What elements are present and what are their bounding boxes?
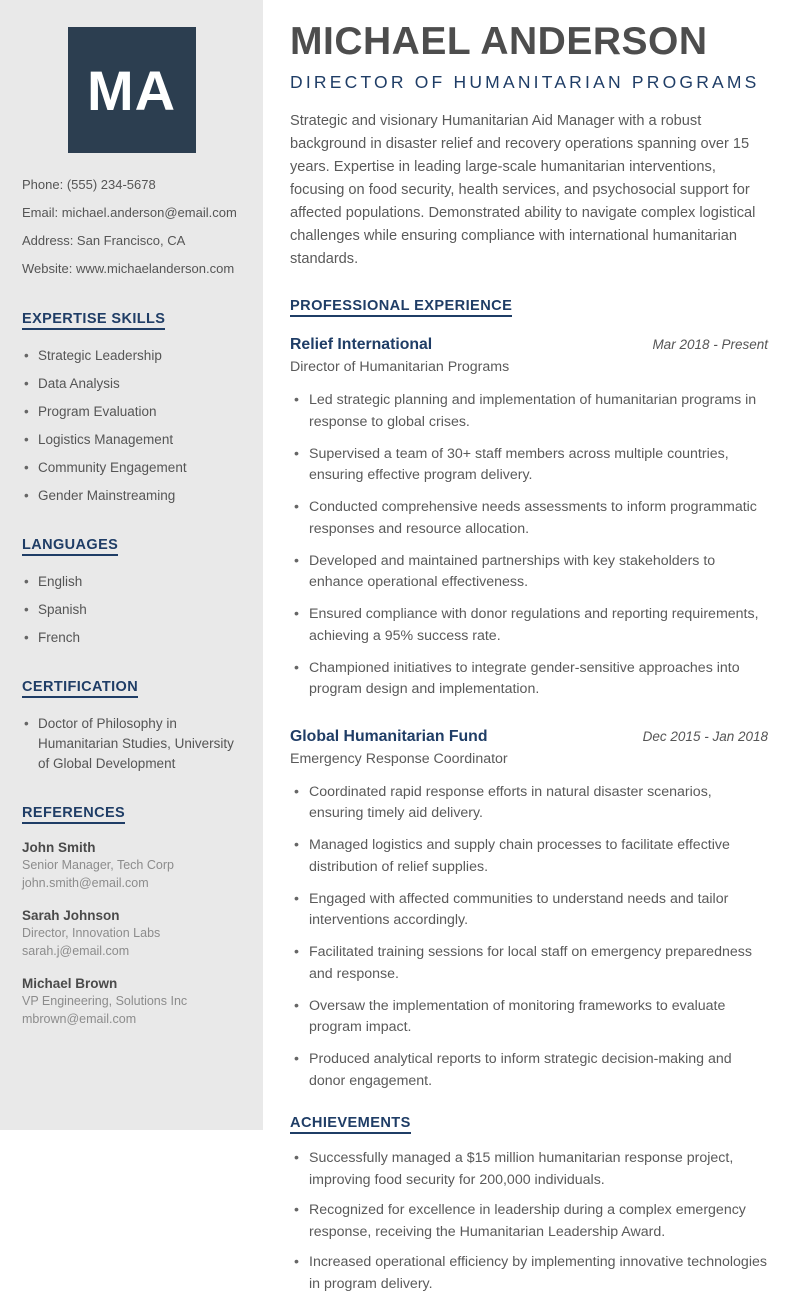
job-header bbox=[290, 728, 768, 746]
job-bullet-list bbox=[290, 390, 768, 701]
languages-heading: LANGUAGES bbox=[22, 537, 118, 556]
reference-name: Michael Brown bbox=[22, 976, 118, 991]
language-item: • Spanish bbox=[22, 600, 241, 620]
job-bullet: • Produced analytical reports to inform strategic decision-making and donor engagement. bbox=[290, 1049, 768, 1092]
job-bullet-list bbox=[290, 782, 768, 1093]
contact-phone: Phone: (555) 234-5678 bbox=[22, 177, 156, 192]
sidebar bbox=[0, 0, 263, 1130]
job-bullet: • Engaged with affected communities to understand needs and tailor interventions accordingly. bbox=[290, 889, 768, 932]
company-name: Relief International bbox=[290, 336, 433, 353]
main-column bbox=[263, 0, 800, 1295]
job-bullet: • Managed logistics and supply chain processes to facilitate effective distribution of relief supplies. bbox=[290, 835, 768, 878]
job-role: Director of Humanitarian Programs bbox=[290, 359, 510, 375]
summary-paragraph: Strategic and visionary Humanitarian Aid Manager with a robust background in disaster relief and recovery operations spanning over 15 years. Expertise in leading large-scale humanitarian interventions, focusing on food security, health services, and psychosocial support for affected populations. Demonstrated ability to navigate complex logistical challenges while ensuring compliance with international humanitarian standards. bbox=[290, 113, 756, 267]
job-bullet: • Supervised a team of 30+ staff members across multiple countries, ensuring effective program delivery. bbox=[290, 444, 768, 487]
reference-role: Senior Manager, Tech Corp bbox=[22, 858, 174, 872]
experience-section bbox=[290, 297, 768, 1092]
certification-item: • Doctor of Philosophy in Humanitarian Studies, University of Global Development bbox=[22, 714, 241, 774]
reference-role: VP Engineering, Solutions Inc bbox=[22, 994, 188, 1008]
skill-item: • Gender Mainstreaming bbox=[22, 486, 241, 506]
skill-item: • Community Engagement bbox=[22, 458, 241, 478]
skill-item: • Program Evaluation bbox=[22, 402, 241, 422]
achievements-section bbox=[290, 1114, 768, 1295]
reference-name: Sarah Johnson bbox=[22, 908, 120, 923]
person-title: DIRECTOR OF HUMANITARIAN PROGRAMS bbox=[290, 72, 760, 92]
reference-name: John Smith bbox=[22, 840, 96, 855]
contact-info bbox=[22, 177, 241, 276]
references-heading: REFERENCES bbox=[22, 805, 125, 824]
job-bullet: • Developed and maintained partnerships with key stakeholders to enhance operational effectiveness. bbox=[290, 551, 768, 594]
company-name: Global Humanitarian Fund bbox=[290, 727, 488, 745]
job-bullet: • Coordinated rapid response efforts in natural disaster scenarios, ensuring timely aid delivery. bbox=[290, 782, 768, 825]
job-bullet: • Facilitated training sessions for local staff on emergency preparedness and response. bbox=[290, 942, 768, 985]
job-bullet: • Ensured compliance with donor regulations and reporting requirements, achieving a 95% success rate. bbox=[290, 604, 768, 647]
contact-website: Website: www.michaelanderson.com bbox=[22, 261, 235, 276]
job-role: Emergency Response Coordinator bbox=[290, 750, 508, 767]
skills-heading: EXPERTISE SKILLS bbox=[22, 311, 165, 330]
job-dates: Dec 2015 - Jan 2018 bbox=[642, 728, 768, 744]
reference-entry bbox=[22, 907, 241, 960]
achievement-bullet: • Successfully managed a $15 million humanitarian response project, improving food security for 200,000 individuals. bbox=[290, 1148, 768, 1191]
skill-item: • Data Analysis bbox=[22, 374, 241, 394]
monogram-initials: MA bbox=[86, 58, 177, 122]
reference-entry bbox=[22, 975, 241, 1028]
job-entry bbox=[290, 336, 768, 701]
job-header bbox=[290, 336, 768, 354]
language-item: • English bbox=[22, 572, 241, 592]
languages-list bbox=[22, 572, 241, 648]
job-bullet: • Championed initiatives to integrate gender-sensitive approaches into program design and implementation. bbox=[290, 658, 768, 701]
person-name: MICHAEL ANDERSON bbox=[290, 20, 708, 63]
certification-list bbox=[22, 714, 241, 774]
job-bullet: • Conducted comprehensive needs assessments to inform programmatic responses and resource allocation. bbox=[290, 497, 768, 540]
skill-item: • Logistics Management bbox=[22, 430, 241, 450]
job-entry bbox=[290, 728, 768, 1093]
contact-address: Address: San Francisco, CA bbox=[22, 233, 186, 248]
certification-heading: CERTIFICATION bbox=[22, 679, 138, 698]
achievements-heading: ACHIEVEMENTS bbox=[290, 1115, 411, 1134]
experience-heading: PROFESSIONAL EXPERIENCE bbox=[290, 298, 512, 317]
skills-list bbox=[22, 346, 241, 506]
languages-section bbox=[22, 536, 241, 648]
job-dates: Mar 2018 - Present bbox=[652, 337, 768, 352]
contact-email: Email: michael.anderson@email.com bbox=[22, 205, 237, 220]
job-bullet: • Led strategic planning and implementation of humanitarian programs in response to global crises. bbox=[290, 390, 768, 433]
achievement-bullet: • Recognized for excellence in leadership during a complex emergency response, receiving the Humanitarian Leadership Award. bbox=[290, 1200, 768, 1243]
job-bullet: • Oversaw the implementation of monitoring frameworks to evaluate program impact. bbox=[290, 996, 768, 1039]
reference-email: mbrown@email.com bbox=[22, 1011, 137, 1026]
reference-email: john.smith@email.com bbox=[22, 875, 149, 890]
certification-section bbox=[22, 678, 241, 774]
reference-role: Director, Innovation Labs bbox=[22, 926, 161, 940]
reference-entry bbox=[22, 839, 241, 892]
language-item: • French bbox=[22, 628, 241, 648]
skills-section bbox=[22, 310, 241, 506]
achievements-list bbox=[290, 1148, 768, 1295]
monogram-badge bbox=[68, 27, 196, 153]
references-section bbox=[22, 804, 241, 1028]
skill-item: • Strategic Leadership bbox=[22, 346, 241, 366]
reference-email: sarah.j@email.com bbox=[22, 943, 130, 958]
achievement-bullet: • Increased operational efficiency by implementing innovative technologies in program delivery. bbox=[290, 1252, 768, 1295]
